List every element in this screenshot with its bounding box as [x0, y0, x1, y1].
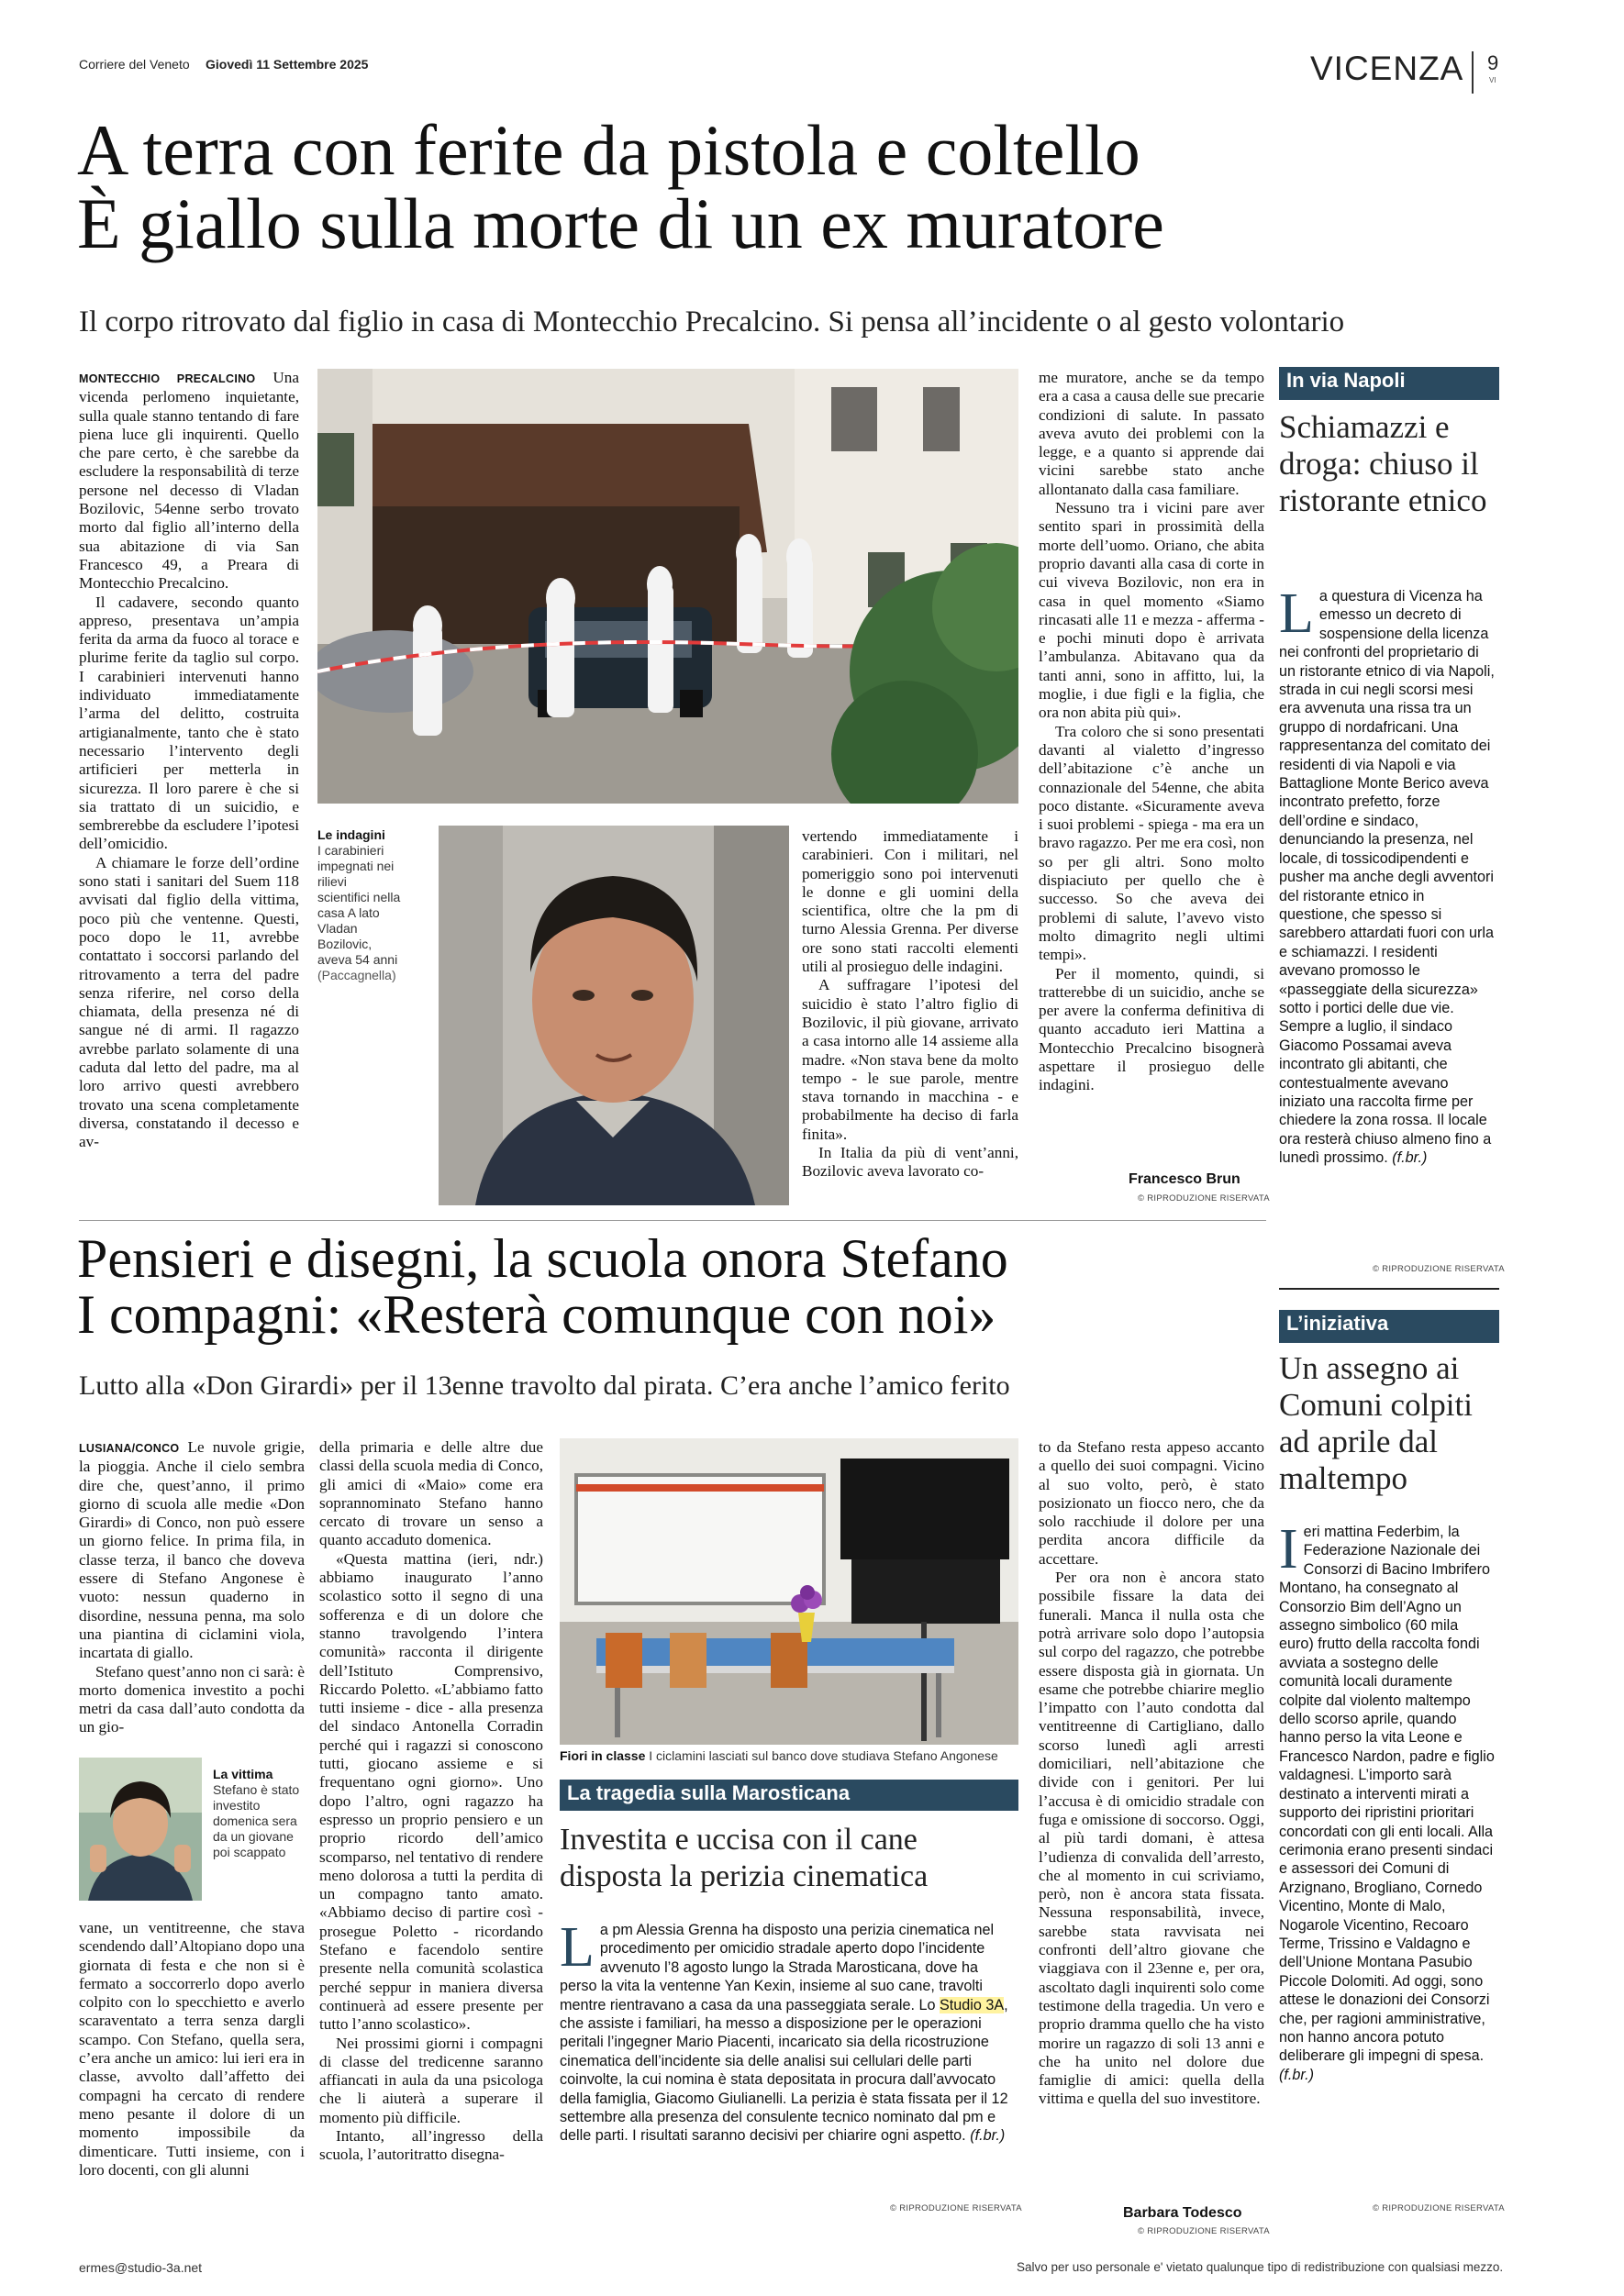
side2-body-text: eri mattina Federbim, la Federazione Nazionale dei Consorzi di Bacino Imbrifero Montano, ha consegnato al Consorzio Bim dell’Agno un assegno simbolico (60 mila euro) frutto della raccolta fondi avviata a sostegno delle comunità locali duramente colpite dal violento maltempo dello scorso aprile, quando hanno perso la vita Leone e Francesco Nardon, padre e figlio valdagnesi. L’importo sarà destinato a interventi mirati a supporto dei ripristini prioritari concordati con gli enti locali. Alla cerimonia erano presenti sindaci e assessori dei Comuni di Arzignano, Brogliano, Cornedo Vicentino, Monte di Malo, Nogarole Vicentino, Recoaro Terme, Trissino e Valdagno e dell’Unione Montana Pasubio Piccole Dolomiti. Ad oggi, sono attese le donazioni dei Consorzi che, per ragioni amministrative, non hanno ancora potuto deliberare gli impegni di spesa. — [1279, 1524, 1495, 2065]
story2-para: Per ora non è ancora stato possibile fissare la data dei funerali. Manca il nulla osta che potrà arrivare solo dopo l’autopsia sul corpo del ragazzo, che potrebbe essere disposta già in giornata. Un esame che potrebbe chiarire meglio l’impatto con l’auto condotta dal ventitreenne di Cartigliano, dallo scorso lunedì agli arresti domiciliari, nell’abitazione che divide con i genitori. Per lui l’accusa è di omicidio stradale con fuga e omissione di soccorso. Oggi, al più tardi domani, è attesa l’udienza di convalida dell’arresto, che al momento in cui scriviamo, però, non è ancora stata fissata. Nessuna responsabilità, invece, sarebbe stata ravvisata nei confronti dell’altro giovane che viaggiava con il 23enne e, per ora, ascoltato dagli inquirenti solo come testimone della tragedia. Un vero e proprio dramma quello che ha visto morire un ragazzo di soli 13 anni e che ha unito nel dolore due famiglie di amici: quella della vittima e quella del suo investitore. — [1039, 1569, 1264, 2108]
box-body-after: , che assiste i familiari, ha messo a disposizione per le operazioni peritali l’ingegner Mario Piacenti, incaricato sia della ricostruzione cinematica dell’incidente sia delle analisi sui cellulari delle parti coinvolte, la cui nomina è stata depositata in procura dall’avvocato della famiglia, Giacomo Giulianelli. La perizia è stata fissata per il 12 settembre alla presenza del consulente tecnico nominato dal pm e delle parti. I risultati saranno decisivi per chiarire ogni aspetto. — [560, 1996, 1008, 2145]
box-headline: Investita e uccisa con il cane disposta la perizia cinematica — [560, 1823, 929, 1893]
page-sub: VI — [1489, 76, 1496, 84]
footer-email: ermes@studio-3a.net — [79, 2260, 203, 2275]
story2-column-4 — [1039, 1438, 1264, 2205]
story2-para: Intanto, all’ingresso della scuola, l’autoritratto disegna- — [319, 2126, 543, 2164]
story1-para: Il cadavere, secondo quanto appreso, presentava un’ampia ferita da arma da fuoco al torace e plurime ferite da taglio sul corpo. I carabinieri intervenuti hanno individuato immediatamente l’arma del delitto, costruita artigianalmente, tanto che è stato necessario l’intervento degli artificieri per metterla in sicurezza. Il loro parere è che si sia trattato di un suicidio, e sembrerebbe da escludere l’ipotesi dell’omicidio. — [79, 593, 299, 853]
issue-date: Giovedì 11 Settembre 2025 — [206, 57, 369, 72]
box-repro: © RIPRODUZIONE RISERVATA — [890, 2203, 1022, 2213]
story1-caption-credit: (Paccagnella) — [317, 968, 396, 982]
story2-column-1a — [79, 1438, 305, 1750]
side2-repro: © RIPRODUZIONE RISERVATA — [1373, 2203, 1505, 2213]
story1-caption — [317, 827, 402, 983]
side1-kicker: In via Napoli — [1279, 367, 1499, 400]
victim-portrait — [439, 826, 789, 1205]
forensics-photo-image — [317, 369, 1018, 804]
story1-headline-line2: È giallo sulla morte di un ex muratore — [77, 183, 1164, 263]
side2-headline: Un assegno ai Comuni colpiti ad aprile dal maltempo — [1279, 1350, 1473, 1496]
story2-subhead: Lutto alla «Don Girardi» per il 13enne travolto dal pirata. C’era anche l’amico ferito — [79, 1370, 1010, 1401]
story1-subhead: Il corpo ritrovato dal figlio in casa di Montecchio Precalcino. Si pensa all’incidente o al gesto volontario — [79, 305, 1345, 338]
side1-dropcap: L — [1279, 587, 1314, 645]
story2-repro: © RIPRODUZIONE RISERVATA — [1138, 2226, 1270, 2236]
story2-para: «Questa mattina (ieri, ndr.) abbiamo inaugurato l’anno scolastico sotto il segno di una sofferenza e di un dolore che stanno travolgendo l’intera comunità» racconta il dirigente dell’Istituto Comprensivo, Riccardo Poletto. «L’abbiamo fatto tutti insieme - dice - alla presenza del sindaco Antonella Corradin perché qui i ragazzi si conoscono tutti, giocano assieme e si frequentano ogni giorno». Uno dopo l’altro, ogni ragazzo ha espresso un proprio pensiero e un proprio ricordo dell’amico scomparso, nel tentativo di rendere meno dolorosa a tutti la perdita di un compagno tanto amato. «Abbiamo deciso di partire così - prosegue Poletto - ricordando Stefano e facendolo sentire presente nella comunità scolastica perché seppur in maniera diversa continuerà ad essere presente per tutto l’anno scolastico». — [319, 1549, 543, 2034]
story2-para: della primaria e delle altre due classi della scuola media di Conco, gli amici di «Maio» come era soprannominato Stefano hanno cercato di trovare un senso a quanto accaduto domenica. — [319, 1438, 543, 1549]
section-divider — [1472, 51, 1474, 94]
side1-body — [1279, 587, 1496, 1277]
section-rule — [79, 1220, 1266, 1221]
classroom-caption-title: Fiori in classe — [560, 1748, 646, 1763]
story2-para: vane, un ventitreenne, che stava scendendo dall’Altopiano dopo una giornata di festa e che non si è fermato a soccorrerlo dopo averlo colpito con lo specchietto e averlo scaraventato a terra senza dargli scampo. Con Stefano, quella sera, c’era anche un amico: lui ieri era in classe, avvolto dall’affetto dei compagni ha cercato di rendere meno pesante il dolore di un momento impossibile da dimenticare. Tutti insieme, con i loro docenti, con gli alunni — [79, 1919, 305, 2179]
story2-author: Barbara Todesco — [1123, 2205, 1242, 2221]
side2-body — [1279, 1523, 1496, 2202]
story2-para: to da Stefano resta appeso accanto a quello dei suoi compagni. Vicino al suo volto, però, è stato posizionato un fiocco nero, che da solo racchiude il dolore per una perdita ancora difficile da accettare. — [1039, 1438, 1264, 1568]
side1-repro: © RIPRODUZIONE RISERVATA — [1373, 1264, 1505, 1274]
paper-name: Corriere del Veneto — [79, 57, 190, 72]
story1-column-3 — [1039, 369, 1264, 1167]
story1-para: Una vicenda perlomeno inquietante, sulla quale stanno tentando di fare piena luce gli inquirenti. Quello che pare certo, è che sarebbe da escludere la responsabilità di terze persone nel decesso di Vladan Bozilovic, 54enne serbo trovato morto dal figlio all’interno della sua abitazione di via San Francesco 49, a Preara di Montecchio Precalcino. — [79, 369, 299, 593]
story1-caption-text: I carabinieri impegnati nei rilievi scientifici nella casa A lato Vladan Bozilovic, aveva 54 anni — [317, 843, 401, 967]
story2-para: Nei prossimi giorni i compagni di classe del tredicenne saranno affiancati in aula da una psicologa che li aiuterà a superare il momento più difficile. — [319, 2034, 543, 2126]
story2-dateline: LUSIANA/CONCO — [79, 1442, 180, 1455]
story2-headline — [77, 1228, 1270, 1346]
box-kicker: La tragedia sulla Marosticana — [560, 1780, 1018, 1811]
box-body-highlight: Studio 3A — [939, 1996, 1005, 2013]
story2-headline-line1: Pensieri e disegni, la scuola onora Stefano — [77, 1228, 1008, 1289]
masthead — [79, 51, 1510, 97]
classroom-photo — [560, 1438, 1018, 1745]
box-body — [560, 1921, 1015, 2205]
box-dropcap: L — [560, 1921, 595, 1979]
story2-headline-line2: I compagni: «Resterà comunque con noi» — [77, 1284, 996, 1346]
story1-para: vertendo immediatamente i carabinieri. Con i militari, nel pomeriggio sono poi intervenuti le donne e gli uomini della scientifica, oltre che la pm di turno Alessia Grenna. Per diverse ore sono stati raccolti elementi utili al prosieguo delle indagini. — [802, 827, 1018, 976]
story1-dateline: MONTECCHIO PRECALCINO — [79, 372, 256, 385]
side1-sig: (f.br.) — [1392, 1149, 1428, 1167]
story1-column-2 — [802, 827, 1018, 1213]
story1-para: Nessuno tra i vicini pare aver sentito spari in prossimità della morte dell’uomo. Oriano, che abita proprio davanti alla casa di corte in cui viveva Bozilovic, non era in casa in quel momento «Siamo rincasati alle 11 e mezza - afferma - e pochi minuti dopo è arrivata l’ambulanza. Abitavano qua da tanti anni, sono in affitto, lui, la moglie, i due figli e la figlia, che ora non abita più qui». — [1039, 499, 1264, 722]
victim-caption-text: Stefano è stato investito domenica sera da un giovane poi scappato — [213, 1782, 300, 1859]
section-name: VICENZA — [1310, 50, 1464, 87]
story1-para: A suffragare l’ipotesi del suicidio è stato l’altro figlio di Bozilovic, il più giovane, arrivato a casa intorno alle 14 assieme alla madre. «Non stava bene da molto tempo - le sue parole, mentre stava tornando in macchina - e probabilmente ha deciso di farla finita». — [802, 976, 1018, 1143]
box-sig: (f.br.) — [970, 2127, 1006, 2145]
side2-kicker: L’iniziativa — [1279, 1310, 1499, 1343]
victim-caption — [213, 1767, 305, 1860]
story2-column-2 — [319, 1438, 543, 2236]
forensics-photo — [317, 369, 1018, 804]
box-body-before: a pm Alessia Grenna ha disposto una perizia cinematica nel procedimento per omicidio stradale aperto dopo l’incidente avvenuto l’8 agosto lungo la Strada Marosticana, dove ha perso la vita la ventenne Yan Kexin, insieme al suo cane, travolti mentre rientravano a casa da una passeggiata serale. Lo — [560, 1922, 995, 2013]
story1-para: Per il momento, quindi, si tratterebbe di un suicidio, anche se per avere la conferma definitiva di quanto accaduto ieri Mattina a Montecchio Precalcino bisognerà aspettare il prosieguo delle indagini. — [1039, 964, 1264, 1094]
story2-column-1b — [79, 1919, 305, 2236]
story1-headline-line1: A terra con ferite da pistola e coltello — [77, 110, 1140, 190]
story1-caption-title: Le indagini — [317, 827, 385, 842]
footer-notice: Salvo per uso personale e' vietato qualunque tipo di redistribuzione con qualsiasi mezzo. — [1017, 2260, 1504, 2274]
story1-para: Tra coloro che si sono presentati davanti al vialetto d’ingresso dell’abitazione c’è anche un connazionale del 54enne, che abita poco distante. «Sicuramente aveva i suoi problemi - spiega - ma era un bravo ragazzo. Per me era così, non so per gli altri. Sono molto dispiaciuto per quello che è successo. So che aveva dei problemi di salute, l’avevo visto molto dimagrito negli ultimi tempi». — [1039, 722, 1264, 964]
page-number: 9 — [1487, 51, 1499, 74]
side1-body-text: a questura di Vicenza ha emesso un decreto di sospensione della licenza nei confronti del proprietario di un ristorante etnico di via Napoli, strada in cui negli scorsi mesi era avvenuta una rissa tra un gruppo di nordafricani. Una rappresentanza del comitato dei residenti di via Napoli e via Battaglione Monte Berico aveva incontrato prefetto, forze dell’ordine e sindaco, denunciando la presenza, nel locale, di tossicodipendenti e pusher ma anche degli avventori del ristorante etnico in questione, che spesso si sarebbero attardati fuori con urla e schiamazzi. I residenti avevano promosso le «passeggiate della sicurezza» sotto i portici delle due vie. Sempre a luglio, il sindaco Giacomo Possamai aveva incontrato gli abitanti, che contestualmente avevano iniziato una raccolta firme per chiedere la zona rossa. Il locale ora resterà chiuso almeno fino a lunedì prossimo. — [1279, 588, 1495, 1167]
classroom-caption — [560, 1748, 1037, 1764]
side-divider — [1279, 1288, 1499, 1290]
story1-repro: © RIPRODUZIONE RISERVATA — [1138, 1193, 1270, 1203]
victim-photo — [79, 1758, 202, 1901]
story2-para: Le nuvole grigie, la pioggia. Anche il cielo sembra dire che, quest’anno, il primo giorno di scuola alle medie «Don Girardi» di Conco, non può essere un giorno felice. In prima fila, in classe terza, il banco che doveva essere di Stefano Angonese è vuoto: nessun quaderno in disordine, nessuna penna, ma solo una piantina di ciclamini viola, incartata di giallo. — [79, 1438, 305, 1662]
story1-para: A chiamare le forze dell’ordine sono stati i sanitari del Suem 118 avvisati dal figlio della vittima, poco più che ventenne. Questi, poco dopo le 11, avrebbe contattato i soccorsi parlando del ritrovamento a terra del padre senza riferire, nel corso della chiamata, della presenza né di sangue né di armi. Il ragazzo avrebbe parlato solamente di una caduta dal letto del padre, ma al loro arrivo questi avrebbero trovato una scena completamente diversa, constatando il decesso e av- — [79, 853, 299, 1151]
victim-caption-title: La vittima — [213, 1767, 273, 1781]
story1-para: In Italia da più di vent’anni, Bozilovic aveva lavorato co- — [802, 1144, 1018, 1181]
victim-portrait-image — [439, 826, 789, 1205]
victim-photo-image — [79, 1758, 202, 1901]
classroom-photo-image — [560, 1438, 1018, 1745]
story1-column-1 — [79, 369, 299, 1209]
story1-headline — [77, 110, 1508, 263]
classroom-caption-text: I ciclamini lasciati sul banco dove studiava Stefano Angonese — [649, 1748, 998, 1763]
side2-sig: (f.br.) — [1279, 2066, 1315, 2083]
story1-para: me muratore, anche se da tempo era a casa a causa delle sue precarie condizioni di salute. In passato aveva avuto dei problemi con la legge, e a quanto si apprende dai vicini sarebbe stato anche allontanato dalla casa familiare. — [1039, 369, 1264, 498]
side1-headline: Schiamazzi e droga: chiuso il ristorante etnico — [1279, 409, 1487, 518]
story1-author: Francesco Brun — [1129, 1171, 1240, 1187]
story2-para: Stefano quest’anno non ci sarà: è morto domenica investito a pochi metri da casa dall’auto condotta da un gio- — [79, 1662, 305, 1736]
side2-dropcap: I — [1279, 1523, 1298, 1581]
